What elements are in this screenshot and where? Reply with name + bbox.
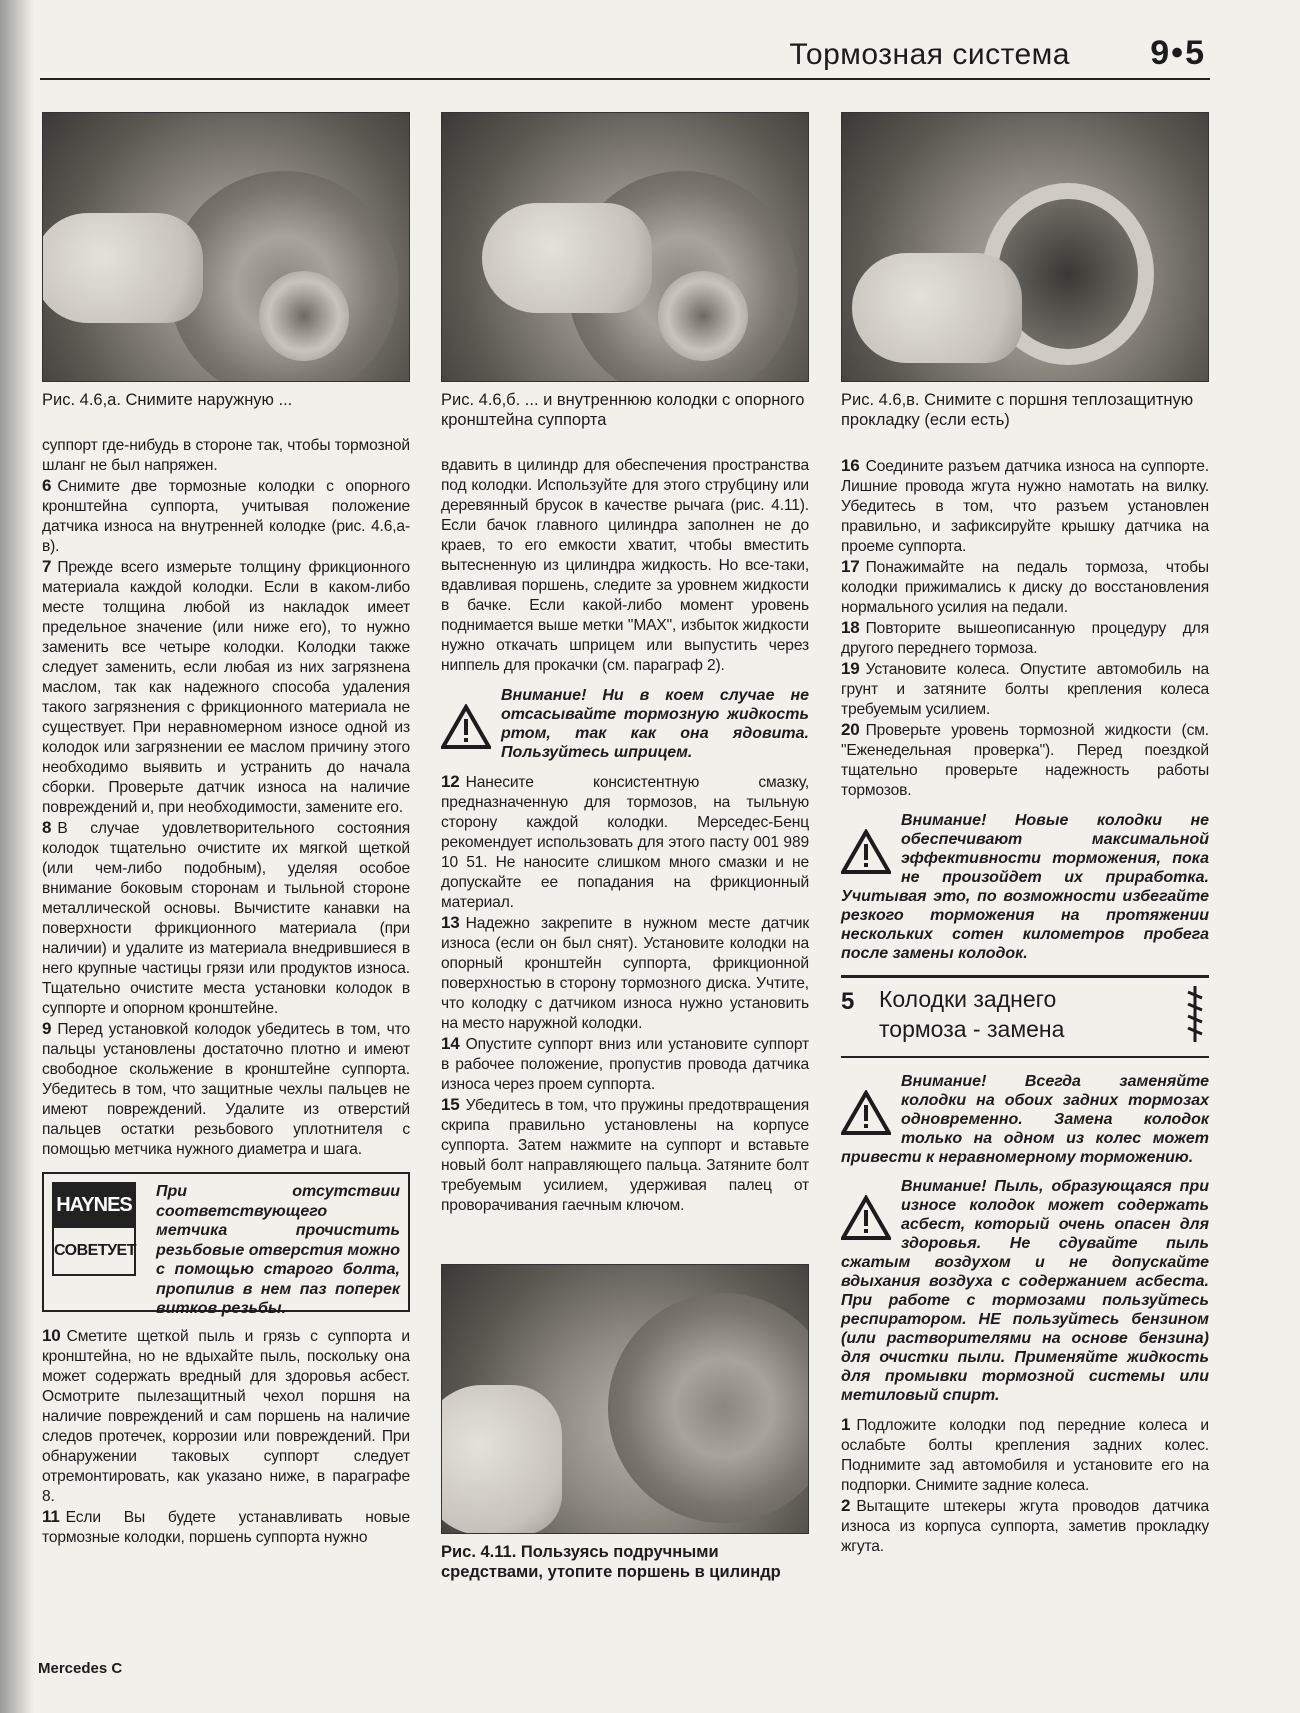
step-number: 11	[42, 1507, 60, 1526]
paragraph-s2	[841, 1496, 1209, 1557]
step-number: 16	[841, 456, 860, 475]
paragraph-8	[42, 818, 410, 1019]
column-3	[841, 112, 1209, 1557]
warning-triangle-icon	[441, 704, 491, 750]
step-number: 2	[841, 1496, 851, 1515]
difficulty-wrench-icon	[1183, 984, 1207, 1044]
wheel-hub-image	[658, 271, 748, 361]
paragraph-16	[841, 456, 1209, 557]
haynes-logo	[52, 1182, 136, 1282]
paragraph-text: Если Вы будете устанавливать новые тормозные колодки, поршень суппорта нужно	[42, 1509, 410, 1546]
step-number: 18	[841, 618, 860, 637]
section-title-line-2: тормоза - замена	[879, 1016, 1065, 1042]
step-number: 7	[42, 557, 52, 576]
chapter-title: Тормозная система	[789, 38, 1070, 71]
warning-box	[841, 1072, 1209, 1167]
figure-caption: Рис. 4.6,а. Снимите наружную ...	[42, 391, 293, 409]
paragraph-15	[441, 1095, 809, 1216]
paragraph-text: вдавить в цилиндр для обеспечения пространства под колодки. Используйте для этого струбцину или деревянный брусок в качестве рычага (рис. 4.11). Если бачок главного цилиндра заполнен не до краев, то его емкости хватит, чтобы вместить вытесненную из цилиндра жидкость. Но все-таки, вдавливая поршень, следите за уровнем жидкости в бачке. Если какой-либо момент уровень поднимается выше метки "MAX", избыток жидкости нужно откачать шприцем или выпустить через ниппель для прокачки (см. параграф 2).	[441, 457, 809, 674]
paragraph-text: Прежде всего измерьте толщину фрикционного материала каждой колодки. Если в каком-либо месте толщина любой из накладок имеет предельное значение (или ниже его), то нужно заменить все четыре колодки. Колодки также следует заменить, если любая из них загрязнена маслом, так как надежного способа удаления такого загрязнения с фрикционного материала не существует. При неравномерном износе одной из колодок или загрязнении ее маслом причину этого необходимо выявить и устранить до начала сборки. Проверьте датчик износа на наличие повреждений и, при необходимости, замените его.	[42, 559, 410, 816]
paragraph	[441, 456, 809, 676]
paragraph-text: Подложите колодки под передние колеса и ослабьте болты крепления задних колес. Поднимите зад автомобиля и установите его на подпорки. Снимите задние колеса.	[841, 1417, 1209, 1494]
wheel-hub-image	[259, 271, 349, 361]
warning-box	[441, 686, 809, 762]
paragraph-20	[841, 720, 1209, 801]
brake-disc-image	[608, 1293, 809, 1523]
paragraph-text: Нанесите консистентную смазку, предназначенную для тормозов, на тыльную сторону каждой колодки. Мерседес-Бенц рекомендует использовать для этого пасту 001 989 10 51. Не наносите слишком много смазки и не допускайте ее попадания на фрикционный материал.	[441, 774, 809, 911]
paragraph-text: Снимите две тормозные колодки с опорного кронштейна суппорта, учитывая положение датчика износа на внутренней колодке (рис. 4.6,а-в).	[42, 478, 410, 555]
step-number: 6	[42, 476, 52, 495]
haynes-tip-box	[42, 1172, 410, 1317]
warning-text: Внимание! Всегда заменяйте колодки на обоих задних тормозах одновременно. Замена колодок только на одном из колес может привести к неравномерному торможению.	[841, 1073, 1209, 1166]
hand-image	[42, 213, 203, 323]
paragraph-text: Установите колеса. Опустите автомобиль на грунт и затяните болты крепления колеса требуемым усилием.	[841, 661, 1209, 718]
paragraph-11	[42, 1507, 410, 1548]
step-number: 8	[42, 818, 52, 837]
warning-text: Внимание! Ни в коем случае не отсасывайте тормозную жидкость ртом, так как она ядовита. Пользуйтесь шприцем.	[501, 687, 809, 761]
step-number: 9	[42, 1019, 52, 1038]
paragraph-18	[841, 618, 1209, 659]
paragraph-14	[441, 1034, 809, 1095]
photo-fig-4-6c	[841, 112, 1209, 382]
section-title-line-1: Колодки заднего	[879, 986, 1057, 1012]
haynes-logo-top: HAYNES	[52, 1182, 136, 1228]
column-1	[42, 112, 410, 1548]
paragraph	[42, 436, 410, 476]
paragraph-text: Надежно закрепите в нужном месте датчик износа (если он был снят). Установите колодки на опорный кронштейн суппорта, фрикционной поверхностью в сторону тормозного диска. Учтите, что колодку с датчиком износа нужно установить на место наружной колодки.	[441, 915, 809, 1032]
step-number: 1	[841, 1415, 851, 1434]
photo-fig-4-6a	[42, 112, 410, 382]
paragraph-7	[42, 557, 410, 818]
paragraph-text: суппорт где-нибудь в стороне так, чтобы тормозной шланг не был напряжен.	[42, 437, 410, 474]
step-number: 19	[841, 659, 860, 678]
step-number: 15	[441, 1095, 460, 1114]
figure-caption: Рис. 4.6,в. Снимите с поршня теплозащитную прокладку (если есть)	[841, 391, 1194, 429]
warning-text: Внимание! Пыль, образующаяся при износе колодок может содержать асбест, который очень опасен для здоровья. Не сдувайте пыль сжатым воздухом и не допускайте вдыхания воздуха с содержанием асбеста. При работе с тормозами пользуйтесь респиратором. НЕ пользуйтесь бензином (или растворителями на основе бензина) для очистки пыли. Применяйте жидкость для промывки тормозной системы или метиловый спирт.	[841, 1178, 1209, 1404]
paragraph-9	[42, 1019, 410, 1160]
paragraph-text: Повторите вышеописанную процедуру для другого переднего тормоза.	[841, 620, 1209, 657]
section-number: 5	[841, 988, 855, 1015]
haynes-logo-bottom: СОВЕТУЕТ	[52, 1228, 136, 1276]
haynes-tip-text: При отсутствии соответствующего метчика прочистить резьбовые отверстия можно с помощью старого болта, пропилив в нем паз поперек витков резьбы.	[156, 1183, 401, 1317]
paragraph-text: Соедините разъем датчика износа на суппорте. Лишние провода жгута нужно намотать на вилку. Убедитесь в том, что разъем установлен правильно, и зафиксируйте крышку датчика на проеме суппорта.	[841, 458, 1209, 555]
paragraph-6	[42, 476, 410, 557]
step-number: 12	[441, 772, 460, 791]
warning-triangle-icon	[841, 1195, 891, 1241]
paragraph-text: В случае удовлетворительного состояния колодок тщательно очистите их мягкой щеткой (или чем-либо подобным), уделяя особое внимание боковым сторонам и тыльной стороне металлической основы. Вычистите канавки на поверхности фрикционного материала (при наличии) и удалите из материала внедрившиеся в него крупные частицы грязи или продуктов износа. Тщательно очистите места установки колодок в суппорте и опорном кронштейне.	[42, 820, 410, 1017]
column-2	[441, 112, 809, 1582]
step-number: 17	[841, 557, 860, 576]
step-number: 10	[42, 1326, 61, 1345]
paragraph-text: Вытащите штекеры жгута проводов датчика износа из корпуса суппорта, заметив прокладку жгута.	[841, 1498, 1209, 1555]
paragraph-text: Опустите суппорт вниз или установите суппорт в рабочее положение, пропустив провода датчика износа через проем суппорта.	[441, 1036, 809, 1093]
hand-image	[852, 253, 1022, 363]
paragraph-text: Проверьте уровень тормозной жидкости (см. "Еженедельная проверка"). Перед поездкой тщательно проверьте надежность работы тормозов.	[841, 722, 1209, 799]
paragraph-13	[441, 913, 809, 1034]
paragraph-12	[441, 772, 809, 913]
running-header	[40, 30, 1210, 80]
warning-triangle-icon	[841, 1090, 891, 1136]
warning-box	[841, 1177, 1209, 1405]
photo-fig-4-6b	[441, 112, 809, 382]
step-number: 20	[841, 720, 860, 739]
paragraph-10	[42, 1326, 410, 1507]
figure-caption: Рис. 4.6,б. ... и внутреннюю колодки с опорного кронштейна суппорта	[441, 391, 805, 429]
hand-image	[441, 1385, 562, 1534]
paragraph-text: Убедитесь в том, что пружины предотвращения скрипа правильно установлены на корпусе суппорта. Затем нажмите на суппорт и вставьте новый болт направляющего пальца. Затяните болт требуемым усилием, удерживая палец от проворачивания гаечным ключом.	[441, 1097, 809, 1214]
page-number: 9•5	[1150, 34, 1206, 72]
paragraph-text: Понажимайте на педаль тормоза, чтобы колодки прижимались к диску до восстановления нормального усилия на педали.	[841, 559, 1209, 616]
warning-triangle-icon	[841, 829, 891, 875]
paragraph-text: Перед установкой колодок убедитесь в том, что пальцы установлены достаточно плотно и имеют свободное скольжение в кронштейне суппорта. Убедитесь в том, что защитные чехлы пальцев не имеют повреждений. Удалите из отверстий пальцев остатки резьбового уплотнителя с помощью метчика нужного диаметра и шага.	[42, 1021, 410, 1158]
figure-caption: Рис. 4.11. Пользуясь подручными средствами, утопите поршень в цилиндр	[441, 1543, 781, 1581]
hand-image	[482, 203, 652, 313]
page-edge-shadow	[0, 0, 34, 1713]
step-number: 13	[441, 913, 460, 932]
step-number: 14	[441, 1034, 460, 1053]
photo-fig-4-11	[441, 1264, 809, 1534]
warning-box	[841, 811, 1209, 963]
paragraph-s1	[841, 1415, 1209, 1496]
paragraph-text: Сметите щеткой пыль и грязь с суппорта и кронштейна, но не вдыхайте пыль, поскольку она может содержать вредный для здоровья асбест. Осмотрите пылезащитный чехол поршня на наличие повреждений и сам поршень на наличие следов протечек, коррозии или повреждений. При обнаружении таковых суппорт следует отремонтировать, как указано ниже, в параграфе 8.	[42, 1328, 410, 1505]
warning-text: Внимание! Новые колодки не обеспечивают максимальной эффективности торможения, пока не произойдет их приработка. Учитывая это, по возможности избегайте резкого торможения на протяжении нескольких сотен километров пробега после замены колодок.	[841, 812, 1209, 962]
paragraph-19	[841, 659, 1209, 720]
paragraph-17	[841, 557, 1209, 618]
footer-model: Mercedes C	[38, 1660, 123, 1677]
section-heading	[841, 975, 1209, 1058]
